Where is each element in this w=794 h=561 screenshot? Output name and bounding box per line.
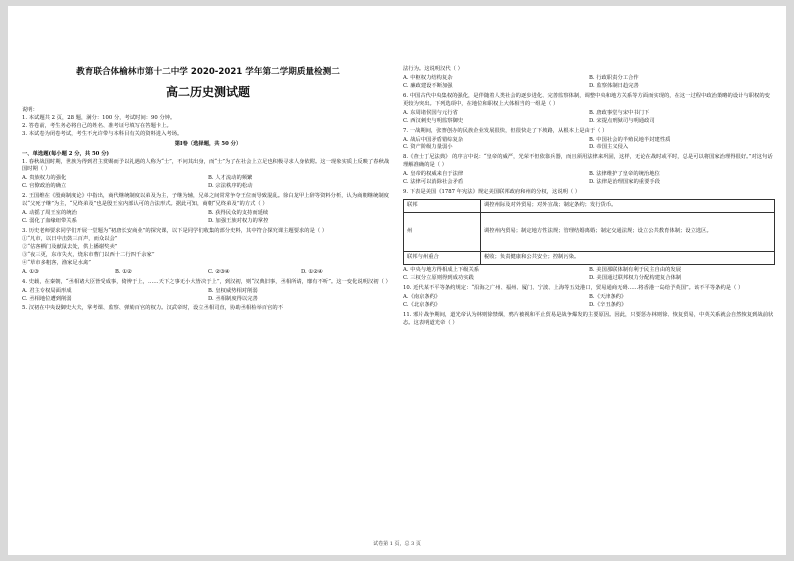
question bbox=[22, 305, 394, 313]
answer-option[interactable]: D. 法律是治理国家的重要手段 bbox=[589, 179, 660, 186]
question bbox=[22, 279, 394, 304]
answer-option[interactable]: C.《北京条约》 bbox=[403, 301, 441, 308]
answer-option[interactable]: B. ①② bbox=[115, 268, 132, 275]
exam-title: 教育联合体榆林市第十二中学 2020-2021 学年第二学期质量检测二 bbox=[76, 67, 340, 77]
answer-options bbox=[403, 267, 775, 283]
question bbox=[403, 66, 775, 91]
source-item: ④“草市多粗客，渔家足水禽” bbox=[22, 259, 91, 266]
answer-option[interactable]: C. 资产阶级力量弱小 bbox=[403, 144, 453, 151]
table-cell-value: 调控州际及对外贸易；对外宣战；制定条约；发行货币。 bbox=[481, 200, 775, 213]
answer-option[interactable]: D. 美国通过联邦权力分配构建复合体制 bbox=[589, 274, 682, 281]
source-item: ③“夜三更，东市失火，烧东市曹门以西十二行四千余家” bbox=[22, 251, 155, 258]
table-row bbox=[404, 200, 775, 213]
exam-page bbox=[8, 6, 786, 555]
answer-option[interactable]: A. 中枢权力结构复杂 bbox=[403, 74, 453, 81]
answer-option[interactable]: B. 行政职责分工合作 bbox=[589, 74, 639, 81]
answer-options bbox=[403, 110, 775, 126]
source-item: ②“估客栖门及献鼠去处，供上播谢奖卖” bbox=[22, 243, 118, 250]
section-heading: 第Ⅰ卷（选择题，共 50 分） bbox=[174, 140, 242, 147]
answer-options bbox=[22, 288, 394, 304]
question-stem: 2. 王国维在《殷商制度论》中指出，商代继统制度以弟及为主，子继为辅，兄弟之间常常争夺王位而导致混乱。徐白龙甲上辞等资料分析，认为商朝继统制度以“父死子继”为主，“兄终弟及”也是殷王室内部认可的合法形式。据此可知，商朝“兄终弟及”的方式（ ） bbox=[22, 193, 389, 208]
question-stem: 4. 史载，在秦朝，“丞相诸大臣皆受成事，倚辨于上，……天下之事无小大皆决于上”，到汉初，则“汉典旧事，丞相所请，靡有不听”。这一变化说明汉初（ ） bbox=[22, 278, 391, 285]
answer-options bbox=[403, 171, 775, 187]
table-cell-key: 联邦 bbox=[404, 200, 481, 213]
answer-option[interactable]: D. 监察体制日趋完善 bbox=[589, 82, 639, 89]
answer-option[interactable]: A. 东周诸侯国与元行省 bbox=[403, 109, 458, 116]
question bbox=[22, 193, 394, 226]
answer-option[interactable]: C. 丞相地位遭到削弱 bbox=[22, 295, 72, 302]
question-stem: 5. 汉初在中央设御史大夫，掌考课、监察、弹劾百官的权力。汉武帝时，设立丞相司直，协助丞相检举百官的不 bbox=[22, 305, 283, 312]
answer-option[interactable]: A. 君主专权局面形成 bbox=[22, 287, 72, 294]
question bbox=[403, 154, 775, 187]
answer-option[interactable]: C. 法律可以消除社会矛盾 bbox=[403, 179, 464, 186]
page-footer: 试卷第 1 页，总 3 页 bbox=[373, 541, 421, 547]
answer-option[interactable]: A. 动摇了周王室的统治 bbox=[22, 210, 77, 217]
answer-option[interactable]: A. 战后中国矛盾错综复杂 bbox=[403, 136, 464, 143]
question bbox=[403, 189, 775, 197]
answer-options bbox=[403, 75, 775, 91]
answer-option[interactable]: A. ①③ bbox=[22, 268, 39, 275]
left-column bbox=[22, 6, 394, 313]
answer-option[interactable]: C. 西汉刺史与明监察御史 bbox=[403, 117, 464, 124]
question-stem: 法行为。这说明汉代（ ） bbox=[403, 66, 463, 72]
answer-option[interactable]: D. 帝国主义侵入 bbox=[589, 144, 629, 151]
question-stem: 8.《查士丁尼法典》 的序言中说：“皇帝的威严，光荣不但依靠兵器，而且须用法律来巩固，这样，无论在战时或平时，总是可以将国家治理得很好。”对这句话理解准确的是（ ） bbox=[403, 154, 773, 169]
answer-option[interactable]: D. 宋提点刑狱司与明通政司 bbox=[589, 117, 655, 124]
table-cell-key: 联邦与州重合 bbox=[404, 252, 481, 265]
answer-options bbox=[403, 294, 775, 310]
answer-options bbox=[22, 175, 394, 191]
question-stem: 1. 春秋战国时期，世族为得到君主赏赐而予以礼遇的人称为“士”，不问其出身，而“士”为了在社会上立足也积极寻求人身依附。这一现象实质上反映了春秋战国时期（ ） bbox=[22, 158, 390, 173]
answer-option[interactable]: B. 唐政事堂与宋中书门下 bbox=[589, 109, 650, 116]
question-list-right-2 bbox=[403, 267, 775, 328]
answer-option[interactable]: D. 丞相制度得以完善 bbox=[208, 295, 258, 302]
instructions bbox=[22, 107, 394, 139]
instructions-label: 说明： bbox=[22, 106, 38, 113]
answer-option[interactable]: B. 法律维护了皇帝的统治地位 bbox=[589, 171, 660, 178]
source-item: ①“凡市，以日中击鼓三百声，而众以会” bbox=[22, 235, 118, 242]
answer-option[interactable]: B. 人才流动的频繁 bbox=[208, 175, 253, 182]
answer-option[interactable]: D. ①②④ bbox=[301, 268, 323, 275]
question-stem: 10. 近代某不平等条约规定：“沿海之广州、福州、厦门、宁波、上海等五处港口，贸易通商无碍……将香港一岛给予英国”。该不平等条约是（ ） bbox=[403, 284, 744, 291]
answer-options bbox=[22, 269, 394, 277]
table-row bbox=[404, 213, 775, 252]
instruction-line: 1. 本试题共 2 页，28 题，满分：100 分，考试时间：90 分钟。 bbox=[22, 114, 176, 121]
exam-subtitle: 高二历史测试题 bbox=[165, 84, 250, 99]
question-stem: 9. 下表是美国《1787 年宪法》规定美国联邦政府和州的分权，这说明（ ） bbox=[403, 189, 581, 196]
instruction-line: 2. 答卷前，考生务必将自己的姓名、准考证号填写在答题卡上。 bbox=[22, 122, 172, 129]
answer-option[interactable]: A. 皇帝的权威来自于法律 bbox=[403, 171, 464, 178]
answer-option[interactable]: D.《辛丑条约》 bbox=[589, 301, 627, 308]
question-stem: 7. 一战期间，张謇创办的民族企业发展很快，但很快走了下坡路，从根本上是由于（ ） bbox=[403, 127, 608, 134]
answer-option[interactable]: C. ②③④ bbox=[208, 268, 230, 275]
question bbox=[403, 267, 775, 283]
answer-option[interactable]: C. 弱化了血缘纽带关系 bbox=[22, 218, 77, 225]
instruction-line: 3. 本试卷为闭卷考试，考生不允许带与本科目有关的资料进入考场。 bbox=[22, 130, 183, 137]
answer-option[interactable]: A. 中央与地方得相成上下级关系 bbox=[403, 266, 480, 273]
question bbox=[403, 93, 775, 126]
part-heading: 一、单选题(每小题 2 分，共 50 分) bbox=[22, 150, 110, 157]
answer-option[interactable]: B. 美国那联体制有利于民主自由的发展 bbox=[589, 266, 682, 273]
table-cell-value: 调控州内贸易；制定地方性法规；管理结婚离婚；制定交通法规；设立公共教育体制；设立选区。 bbox=[481, 213, 775, 252]
question-list-right bbox=[403, 66, 775, 197]
answer-option[interactable]: C. 三权分立原则得到成功实践 bbox=[403, 274, 474, 281]
answer-options bbox=[22, 210, 394, 226]
answer-option[interactable]: D. 宗法秩序的松动 bbox=[208, 183, 253, 190]
answer-option[interactable]: B. 获得民众的支持而延续 bbox=[208, 210, 269, 217]
question bbox=[403, 128, 775, 153]
table-cell-value: 税收；负责健康和公共安全；控制污染。 bbox=[481, 252, 775, 265]
answer-option[interactable]: B. 皇权威势相对削弱 bbox=[208, 287, 258, 294]
answer-option[interactable]: B. 中国社会的半殖民地半封建性质 bbox=[589, 136, 671, 143]
answer-option[interactable]: A.《南京条约》 bbox=[403, 293, 441, 300]
answer-option[interactable]: D. 加强王族对权力的掌控 bbox=[208, 218, 269, 225]
answer-option[interactable]: C. 廉政建设不断加强 bbox=[403, 82, 453, 89]
question bbox=[403, 285, 775, 310]
question-list-left bbox=[22, 159, 394, 314]
question bbox=[22, 228, 394, 277]
answer-option[interactable]: C. 官僚政治的确立 bbox=[22, 183, 67, 190]
question-stem: 11. 邪片战争期间，道光帝认为林则徐禁烟，鸦片被视和平止贸易是战争爆发的主要原因。因此，只要惩办林则徐、恢复贸易，中英关系就会自然恢复到战前状态。这表明道光帝（ ） bbox=[403, 311, 774, 326]
question-stem: 3. 历史老师要求同学们开展一堂题为“初唐长安商业”的探究课，以下是同学们收集的部分史料，其中符合探究课主题要求的是（ ） bbox=[22, 228, 328, 235]
answer-option[interactable]: B.《天津条约》 bbox=[589, 293, 627, 300]
question-stem: 6. 中国古代中央集权的强化，是伴随着人类社会的逐步进化、完善监察体制，调整中央和地方关系等方面而实现的，在这一过程中政治策略的设计与职权的变更较为突出。下列选项中，在地位和职权上大体相当的一组是（ ） bbox=[403, 92, 770, 107]
question bbox=[22, 159, 394, 192]
table-cell-key: 州 bbox=[404, 213, 481, 252]
answer-option[interactable]: A. 贵族权力的强化 bbox=[22, 175, 67, 182]
answer-options bbox=[403, 137, 775, 153]
right-column bbox=[403, 6, 775, 328]
federal-state-table bbox=[403, 199, 775, 265]
table-row bbox=[404, 252, 775, 265]
question bbox=[403, 312, 775, 328]
